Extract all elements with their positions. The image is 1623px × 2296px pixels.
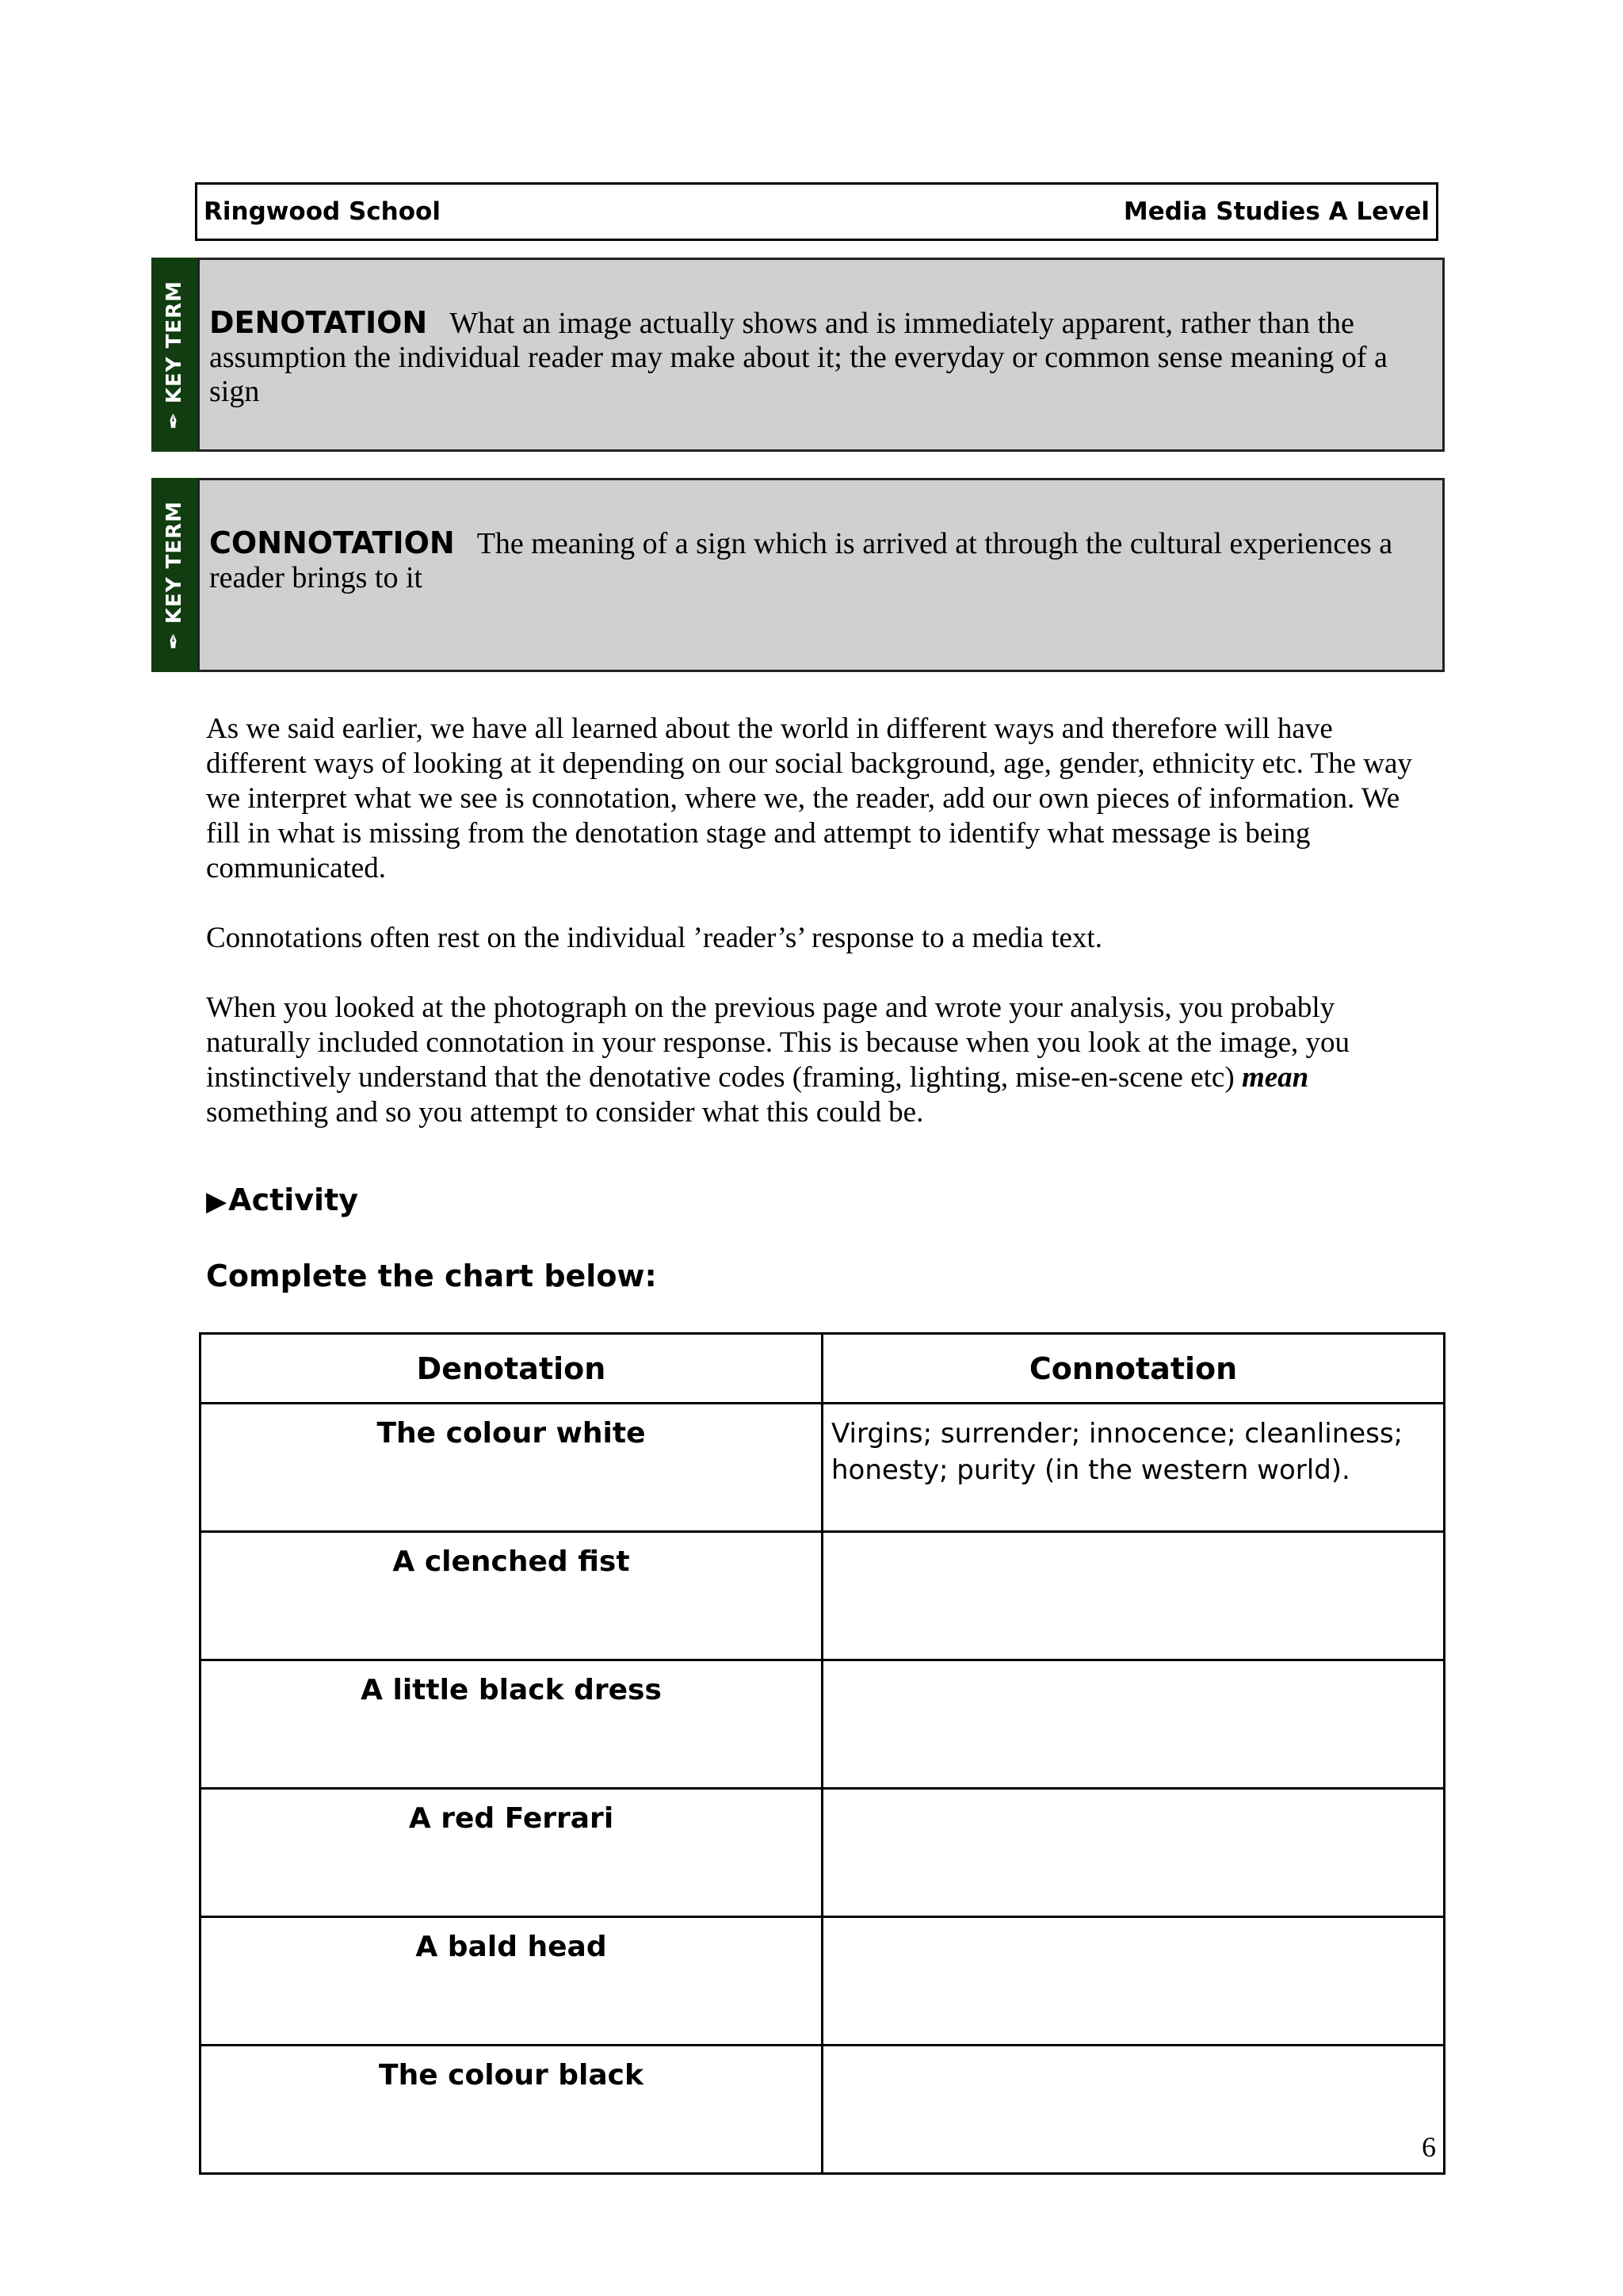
term-definition: The meaning of a sign which is arrived at through the cultural experiences a reader brings to it — [209, 527, 1393, 594]
term-title: DENOTATION — [209, 305, 428, 340]
key-term-label: ✒ KEY TERM — [162, 280, 186, 430]
key-term-tab — [151, 478, 197, 672]
column-header-connotation: Connotation — [823, 1334, 1445, 1404]
term-definition: What an image actually shows and is immediately apparent, rather than the assumption the individual reader may make about it; the everyday or common sense meaning of a sign — [209, 307, 1388, 408]
body-paragraph: Connotations often rest on the individual ’reader’s’ response to a media text. — [206, 922, 1102, 954]
chart-instruction: Complete the chart below: — [206, 1259, 657, 1293]
denotation-cell: A clenched fist — [200, 1532, 823, 1660]
connotation-cell[interactable] — [823, 1532, 1445, 1660]
table-row — [200, 1660, 1445, 1789]
page-number: 6 — [1422, 2131, 1436, 2163]
key-term-tab — [151, 258, 197, 452]
key-term-connotation — [197, 478, 1445, 672]
table-row — [200, 2046, 1445, 2174]
denotation-cell: The colour white — [200, 1404, 823, 1532]
page-header — [195, 182, 1438, 241]
table-row — [200, 1917, 1445, 2046]
denotation-cell: A bald head — [200, 1917, 823, 2046]
body-paragraph: As we said earlier, we have all learned about the world in different ways and therefore will have different ways of looking at it depending on our social background, age, gender, ethnicity etc. The way we interpret what we see is connotation, where we, the reader, add our own pieces of information. We fill in what is missing from the denotation stage and attempt to identify what message is being communicated. — [206, 712, 1412, 884]
key-term-label: ✒ KEY TERM — [162, 500, 186, 650]
emphasis-text: mean — [1241, 1061, 1309, 1094]
column-header-denotation: Denotation — [200, 1334, 823, 1404]
connotation-cell[interactable] — [823, 1789, 1445, 1917]
connotation-cell[interactable] — [823, 1660, 1445, 1789]
connotation-cell: Virgins; surrender; innocence; cleanliness; honesty; purity (in the western world). — [823, 1404, 1445, 1532]
denotation-cell: The colour black — [200, 2046, 823, 2174]
term-title: CONNOTATION — [209, 525, 455, 560]
table-row — [200, 1404, 1445, 1532]
paragraph-text: When you looked at the photograph on the previous page and wrote your analysis, you probably naturally included connotation in your response. This is because when you look at the image, you instinctively understand that the denotative codes (framing, lighting, mise-en-scene etc) — [206, 991, 1350, 1094]
table-header-row — [200, 1334, 1445, 1404]
play-triangle-icon: ▶ — [206, 1186, 227, 1217]
denotation-cell: A little black dress — [200, 1660, 823, 1789]
connotation-cell[interactable] — [823, 1917, 1445, 2046]
paragraph-text: something and so you attempt to consider what this could be. — [206, 1096, 924, 1129]
table-row — [200, 1532, 1445, 1660]
connotation-cell[interactable] — [823, 2046, 1445, 2174]
body-paragraph — [206, 991, 1434, 1130]
activity-label: Activity — [228, 1182, 359, 1217]
key-term-denotation — [197, 258, 1445, 452]
school-name: Ringwood School — [204, 197, 441, 226]
table-row — [200, 1789, 1445, 1917]
denotation-connotation-table — [199, 1332, 1445, 2175]
activity-heading — [206, 1182, 358, 1217]
course-name: Media Studies A Level — [1123, 197, 1430, 226]
denotation-cell: A red Ferrari — [200, 1789, 823, 1917]
